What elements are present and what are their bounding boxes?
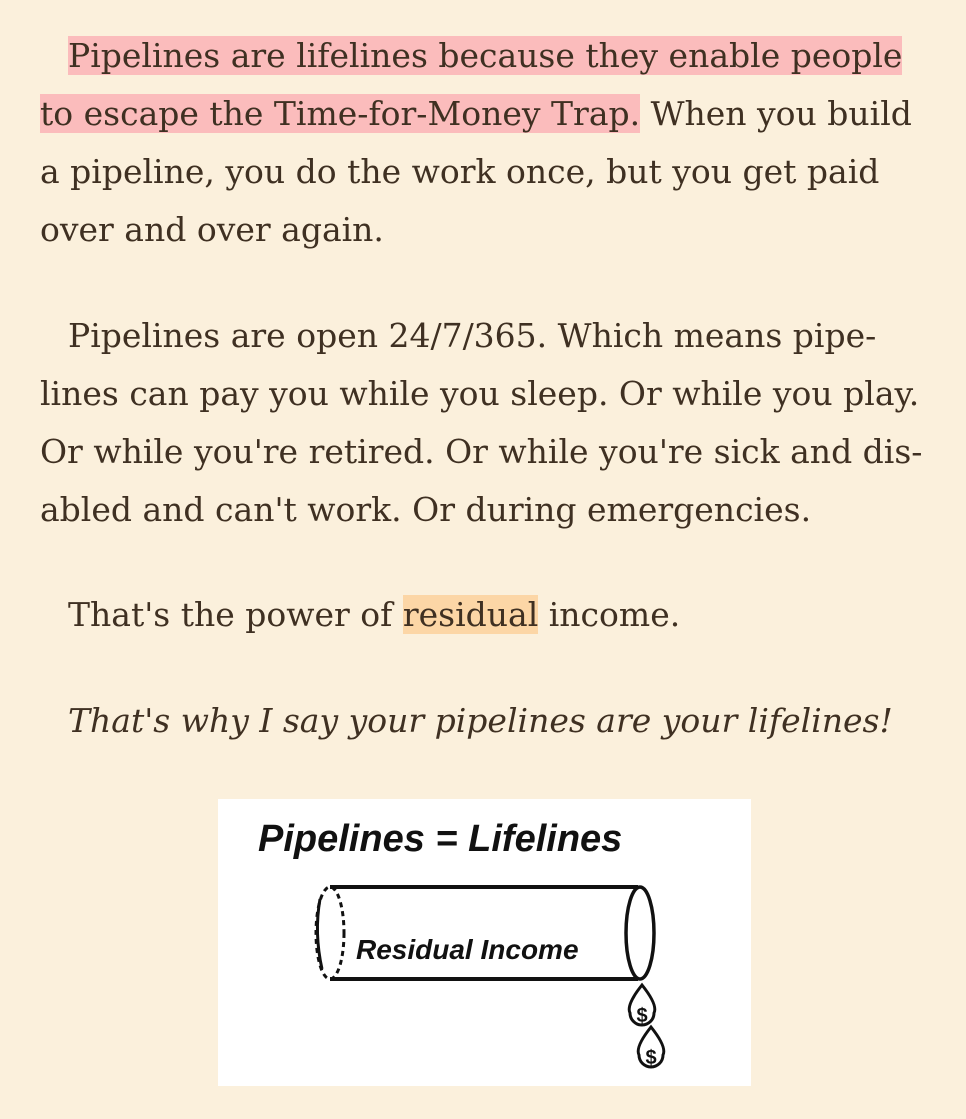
- highlight-orange[interactable]: residual: [402, 595, 539, 634]
- text-line: Pipelines are open 24/7/365. Which means pipe-: [68, 316, 877, 355]
- text-line: abled and can't work. Or during emergencies.: [40, 490, 812, 529]
- text-line: over and over again.: [40, 210, 384, 249]
- text-line: lines can pay you while you sleep. Or while you play.: [40, 374, 920, 413]
- pipeline-illustration: [218, 799, 751, 1086]
- pipe-icon: [316, 887, 654, 979]
- pipeline-diagram: [218, 799, 751, 1086]
- text-segment: That's the power of: [68, 595, 403, 634]
- paragraph-residual-income: [40, 586, 930, 644]
- svg-text:$: $: [645, 1047, 657, 1069]
- paragraph-pipelines-lifelines: [40, 27, 930, 259]
- pipe-label: Residual Income: [356, 934, 579, 965]
- money-drop-icon: [629, 985, 655, 1027]
- text-line: a pipeline, you do the work once, but you get paid: [40, 152, 880, 191]
- highlight-pink[interactable]: Pipelines are lifelines because they enable people: [68, 36, 903, 75]
- money-drop-icon: [638, 1027, 664, 1069]
- svg-text:$: $: [636, 1005, 648, 1027]
- figure-title: Pipelines = Lifelines: [258, 818, 623, 860]
- text-line: Or while you're retired. Or while you're sick and dis-: [40, 432, 923, 471]
- text-segment: income.: [538, 595, 681, 634]
- paragraph-italic-quote: [40, 692, 930, 750]
- highlight-pink[interactable]: to escape the Time-for-Money Trap.: [40, 94, 641, 133]
- paragraph-open-24-7: [40, 307, 930, 539]
- italic-quote: That's why I say your pipelines are your lifelines!: [68, 701, 893, 740]
- text-line: When you build: [640, 94, 912, 133]
